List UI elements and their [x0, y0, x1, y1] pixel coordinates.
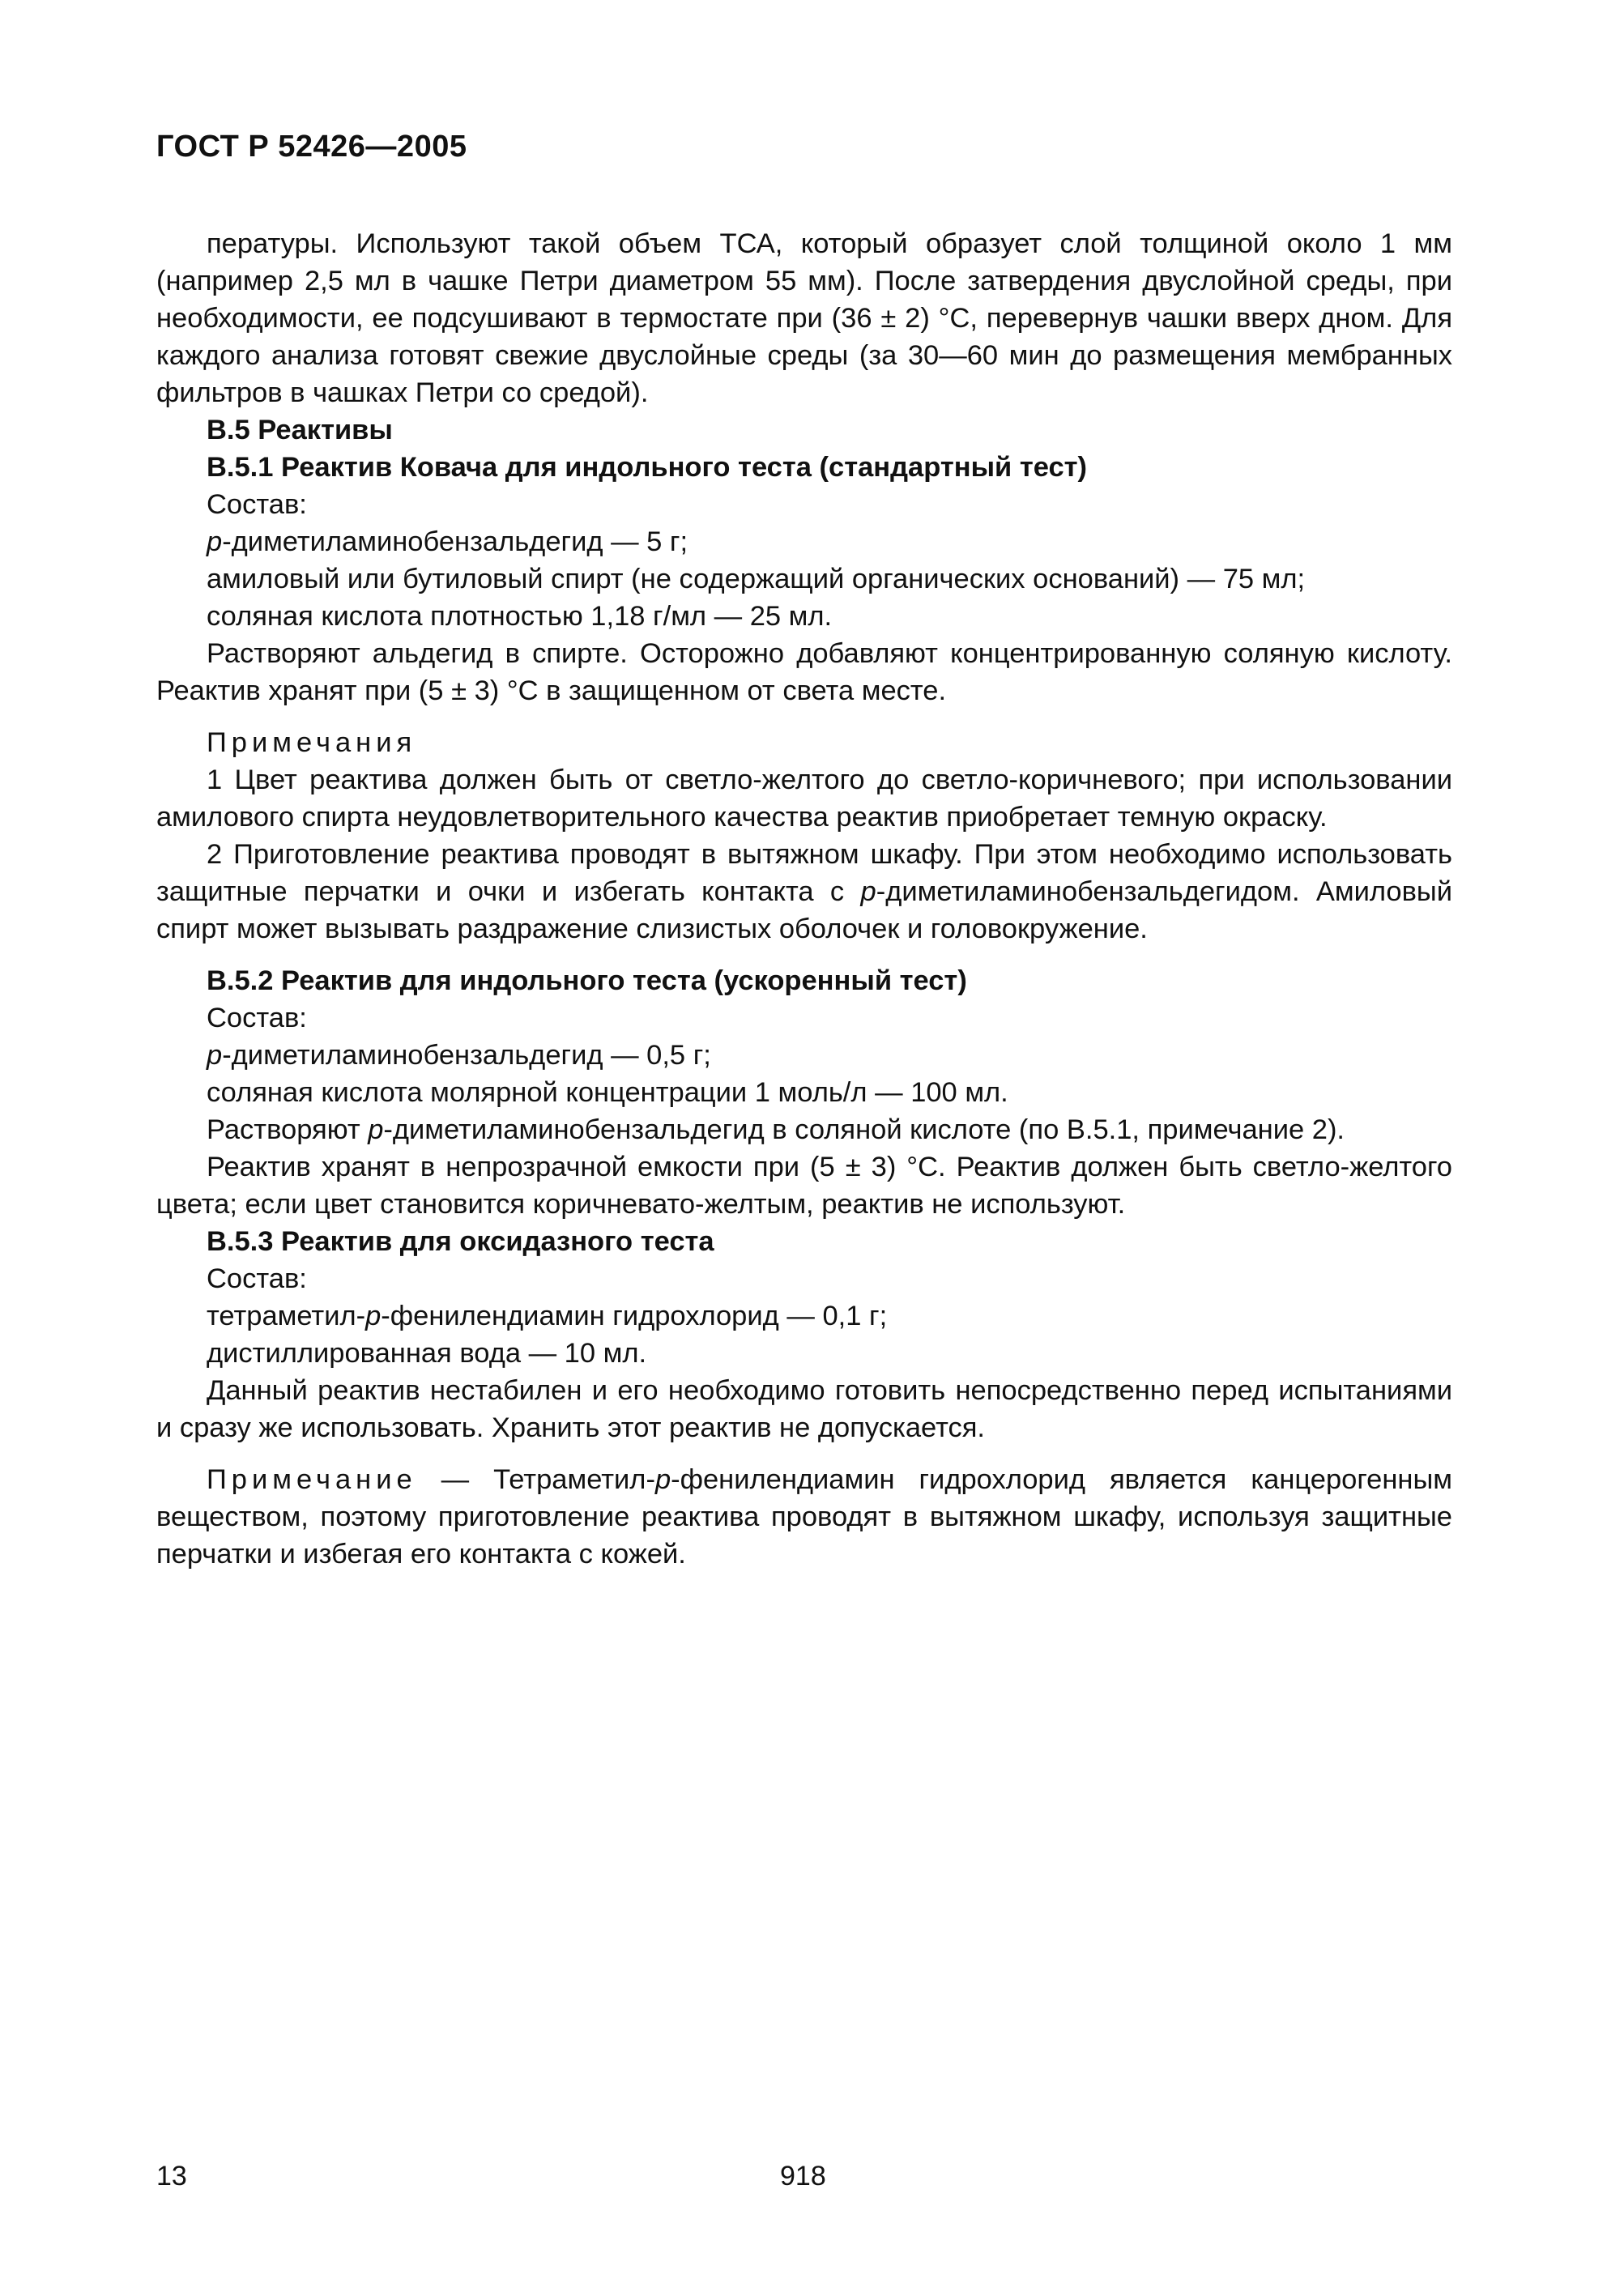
b51-paragraph: Растворяют альдегид в спирте. Осторожно добавляют концентрированную соляную кислоту. Реактив хранят при (5 ± 3) °С в защищенном от света месте. [156, 638, 1452, 706]
b53-note: Примечание — Тетраметил-р-фенилендиамин гидрохлорид является канцерогенным веществом, поэтому приготовление реактива проводят в вытяжном шкафу, используя защитные перчатки и избегая его контакта с кожей. [156, 1464, 1452, 1570]
b52-ingredient-1: р-диметиламинобензальдегид — 0,5 г; [207, 1040, 711, 1071]
b52-method-line: Растворяют р-диметиламинобензальдегид в соляной кислоте (по В.5.1, примечание 2). [207, 1114, 1345, 1145]
b51-notes-title: Примечания [207, 727, 417, 758]
section-b52-heading: В.5.2 Реактив для индольного теста (ускоренный тест) [207, 965, 967, 996]
b52-paragraph: Реактив хранят в непрозрачной емкости при (5 ± 3) °С. Реактив должен быть светло-желтого цвета; если цвет становится коричневато-желтым, реактив не используют. [156, 1152, 1452, 1220]
page-number: 13 [156, 2161, 187, 2192]
b51-ingredient-1: р-диметиламинобензальдегид — 5 г; [207, 526, 688, 557]
b51-ingredient-2: амиловый или бутиловый спирт (не содержащий органических оснований) — 75 мл; [207, 564, 1306, 594]
b51-note-2: 2 Приготовление реактива проводят в вытяжном шкафу. При этом необходимо использовать защитные перчатки и очки и избегать контакта с р-диметиламинобензальдегидом. Амиловый спирт может вызывать раздражение слизистых оболочек и головокружение. [156, 839, 1452, 944]
b53-paragraph: Данный реактив нестабилен и его необходимо готовить непосредственно перед испытаниями и сразу же использовать. Хранить этот реактив не допускается. [156, 1375, 1452, 1443]
document-header: ГОСТ Р 52426—2005 [156, 130, 467, 164]
document-page-number: 918 [780, 2161, 826, 2192]
b53-note-label: Примечание [207, 1464, 417, 1495]
b53-sostav-label: Состав: [207, 1263, 307, 1294]
intro-paragraph: пературы. Используют такой объем ТСА, который образует слой толщиной около 1 мм (например 2,5 мл в чашке Петри диаметром 55 мм). После затвердения двуслойной среды, при необходимости, ее подсушивают в термостате при (36 ± 2) °С, перевернув чашки вверх дном. Для каждого анализа готовят свежие двуслойные среды (за 30—60 мин до размещения мембранных фильтров в чашках Петри со средой). [156, 228, 1452, 408]
b53-ingredient-2: дистиллированная вода — 10 мл. [207, 1338, 647, 1369]
section-b53-heading: В.5.3 Реактив для оксидазного теста [207, 1226, 714, 1257]
b51-note-1: 1 Цвет реактива должен быть от светло-желтого до светло-коричневого; при использовании амилового спирта неудовлетворительного качества реактив приобретает темную окраску. [156, 765, 1452, 833]
section-b5-heading: В.5 Реактивы [207, 415, 393, 445]
b52-ingredient-2: соляная кислота молярной концентрации 1 моль/л — 100 мл. [207, 1077, 1008, 1108]
b53-ingredient-1: тетраметил-р-фенилендиамин гидрохлорид — 0,1 г; [207, 1301, 888, 1331]
b52-sostav-label: Состав: [207, 1003, 307, 1033]
b51-sostav-label: Состав: [207, 489, 307, 520]
b51-ingredient-3: соляная кислота плотностью 1,18 г/мл — 25 мл. [207, 601, 833, 632]
section-b51-heading: В.5.1 Реактив Ковача для индольного теста (стандартный тест) [207, 452, 1088, 483]
document-body [156, 225, 1452, 1573]
